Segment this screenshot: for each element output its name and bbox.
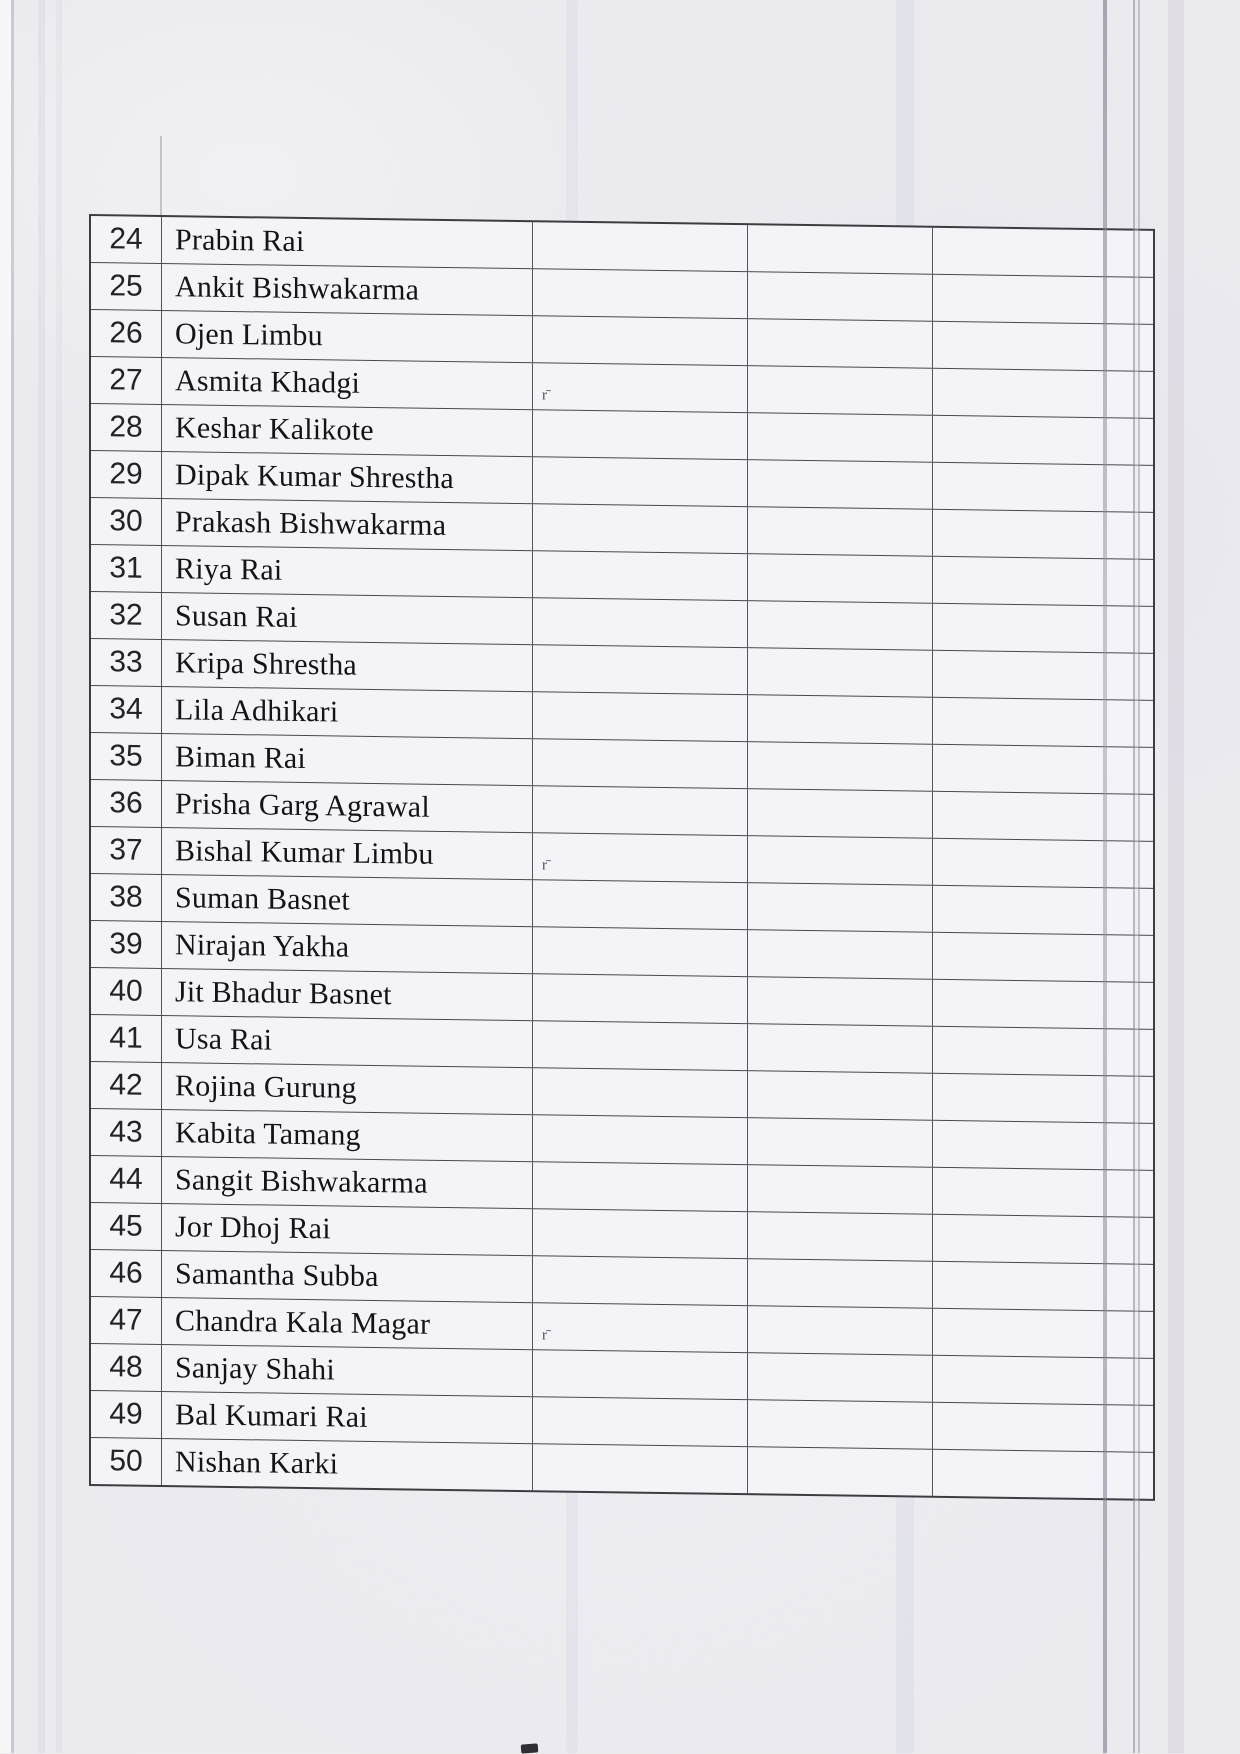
name-cell: Riya Rai [162, 546, 533, 597]
name-cell: Lila Adhikari [162, 687, 533, 738]
name-cell: Suman Basnet [162, 875, 533, 926]
row-number-cell: 36 [91, 780, 162, 827]
empty-cell [748, 789, 933, 838]
empty-cell [933, 416, 1153, 465]
empty-cell [533, 645, 748, 694]
empty-cell [533, 222, 748, 271]
row-number-cell: 43 [91, 1109, 162, 1156]
name-cell: Samantha Subba [162, 1251, 533, 1302]
empty-cell [748, 1071, 933, 1120]
empty-cell [933, 1215, 1153, 1264]
scan-artifact-mark: rˉ [542, 1327, 550, 1344]
row-number-cell: 41 [91, 1015, 162, 1062]
empty-cell [533, 457, 748, 506]
empty-cell [748, 225, 933, 274]
name-cell: Kripa Shrestha [162, 640, 533, 691]
empty-cell [533, 1350, 748, 1399]
empty-cell [533, 410, 748, 459]
scan-streak [1168, 0, 1184, 1753]
column-line-ghost [160, 136, 162, 216]
empty-cell [933, 1262, 1153, 1311]
empty-cell [933, 745, 1153, 794]
empty-cell [933, 369, 1153, 418]
name-cell: Sangit Bishwakarma [162, 1157, 533, 1208]
row-number-cell: 34 [91, 686, 162, 733]
empty-cell [533, 504, 748, 553]
empty-cell [748, 272, 933, 321]
empty-cell [748, 648, 933, 697]
empty-cell [748, 507, 933, 556]
page-left-edge [0, 0, 11, 1753]
row-number-cell: 50 [91, 1438, 162, 1485]
row-number-cell: 37 [91, 827, 162, 874]
empty-cell [533, 786, 748, 835]
name-cell: Prisha Garg Agrawal [162, 781, 533, 832]
empty-cell [933, 1074, 1153, 1123]
scan-streak [38, 0, 45, 1753]
row-number-cell: 28 [91, 404, 162, 451]
name-cell: Nirajan Yakha [162, 922, 533, 973]
empty-cell [533, 363, 748, 412]
row-number-cell: 49 [91, 1391, 162, 1438]
row-number-cell: 32 [91, 592, 162, 639]
empty-cell [933, 463, 1153, 512]
empty-cell [748, 1024, 933, 1073]
empty-cell [533, 269, 748, 318]
empty-cell [533, 1444, 748, 1493]
empty-cell [748, 1306, 933, 1355]
name-cell: Jit Bhadur Basnet [162, 969, 533, 1020]
row-number-cell: 29 [91, 451, 162, 498]
empty-cell [933, 557, 1153, 606]
name-cell: Susan Rai [162, 593, 533, 644]
empty-cell [933, 275, 1153, 324]
empty-cell [748, 742, 933, 791]
empty-cell [533, 1303, 748, 1352]
row-number-cell: 39 [91, 921, 162, 968]
empty-cell [933, 980, 1153, 1029]
page-left-edge-shadow [11, 0, 14, 1753]
row-number-cell: 44 [91, 1156, 162, 1203]
empty-cell [533, 1397, 748, 1446]
row-number-cell: 25 [91, 263, 162, 310]
empty-cell [748, 366, 933, 415]
row-number-cell: 30 [91, 498, 162, 545]
empty-cell [533, 1068, 748, 1117]
row-number-cell: 35 [91, 733, 162, 780]
name-cell: Bishal Kumar Limbu [162, 828, 533, 879]
empty-cell [933, 839, 1153, 888]
empty-cell [533, 1021, 748, 1070]
name-cell: Jor Dhoj Rai [162, 1204, 533, 1255]
name-cell: Sanjay Shahi [162, 1345, 533, 1396]
empty-cell [748, 1165, 933, 1214]
name-cell: Ankit Bishwakarma [162, 264, 533, 315]
row-number-cell: 31 [91, 545, 162, 592]
name-cell: Bal Kumari Rai [162, 1392, 533, 1443]
empty-cell [933, 1027, 1153, 1076]
empty-cell [748, 883, 933, 932]
empty-cell [933, 1403, 1153, 1452]
row-number-cell: 47 [91, 1297, 162, 1344]
empty-cell [748, 1353, 933, 1402]
empty-cell [933, 1450, 1153, 1499]
empty-cell [933, 604, 1153, 653]
empty-cell [533, 1209, 748, 1258]
name-cell: Keshar Kalikote [162, 405, 533, 456]
empty-cell [748, 554, 933, 603]
name-cell: Rojina Gurung [162, 1063, 533, 1114]
scan-artifact-mark: rˉ [542, 857, 550, 874]
empty-cell [748, 601, 933, 650]
name-cell: Nishan Karki [162, 1439, 533, 1490]
empty-cell [533, 880, 748, 929]
empty-cell [533, 1162, 748, 1211]
empty-cell [533, 551, 748, 600]
empty-cell [748, 1118, 933, 1167]
empty-cell [748, 460, 933, 509]
empty-cell [933, 933, 1153, 982]
row-number-cell: 27 [91, 357, 162, 404]
row-number-cell: 42 [91, 1062, 162, 1109]
empty-cell [933, 1168, 1153, 1217]
name-cell: Kabita Tamang [162, 1110, 533, 1161]
empty-cell [533, 833, 748, 882]
scan-artifact-mark: rˉ [542, 387, 550, 404]
name-cell: Asmita Khadgi [162, 358, 533, 409]
row-number-cell: 45 [91, 1203, 162, 1250]
empty-cell [748, 1259, 933, 1308]
name-cell: Ojen Limbu [162, 311, 533, 362]
row-number-cell: 38 [91, 874, 162, 921]
row-number-cell: 40 [91, 968, 162, 1015]
row-number-cell: 46 [91, 1250, 162, 1297]
empty-cell [933, 228, 1153, 277]
empty-cell [933, 1356, 1153, 1405]
scanner-line [1133, 0, 1140, 1753]
row-number-cell: 33 [91, 639, 162, 686]
empty-cell [748, 413, 933, 462]
empty-cell [933, 1121, 1153, 1170]
name-list-table [89, 214, 1155, 1501]
scanner-line [1103, 0, 1107, 1753]
empty-cell [748, 836, 933, 885]
empty-cell [533, 1115, 748, 1164]
empty-cell [533, 927, 748, 976]
row-number-cell: 24 [91, 216, 162, 263]
empty-cell [533, 1256, 748, 1305]
name-cell: Biman Rai [162, 734, 533, 785]
name-cell: Usa Rai [162, 1016, 533, 1067]
name-cell: Prakash Bishwakarma [162, 499, 533, 550]
empty-cell [933, 651, 1153, 700]
name-cell: Dipak Kumar Shrestha [162, 452, 533, 503]
empty-cell [933, 792, 1153, 841]
empty-cell [933, 886, 1153, 935]
empty-cell [748, 319, 933, 368]
empty-cell [748, 1447, 933, 1496]
empty-cell [933, 322, 1153, 371]
empty-cell [533, 974, 748, 1023]
scan-streak [56, 0, 62, 1753]
empty-cell [533, 692, 748, 741]
empty-cell [933, 698, 1153, 747]
empty-cell [933, 1309, 1153, 1358]
empty-cell [933, 510, 1153, 559]
row-number-cell: 26 [91, 310, 162, 357]
row-number-cell: 48 [91, 1344, 162, 1391]
empty-cell [748, 1212, 933, 1261]
empty-cell [748, 695, 933, 744]
name-cell: Chandra Kala Magar [162, 1298, 533, 1349]
empty-cell [748, 930, 933, 979]
ink-speck [521, 1743, 539, 1753]
empty-cell [533, 598, 748, 647]
empty-cell [748, 977, 933, 1026]
empty-cell [533, 316, 748, 365]
name-cell: Prabin Rai [162, 217, 533, 268]
empty-cell [748, 1400, 933, 1449]
empty-cell [533, 739, 748, 788]
